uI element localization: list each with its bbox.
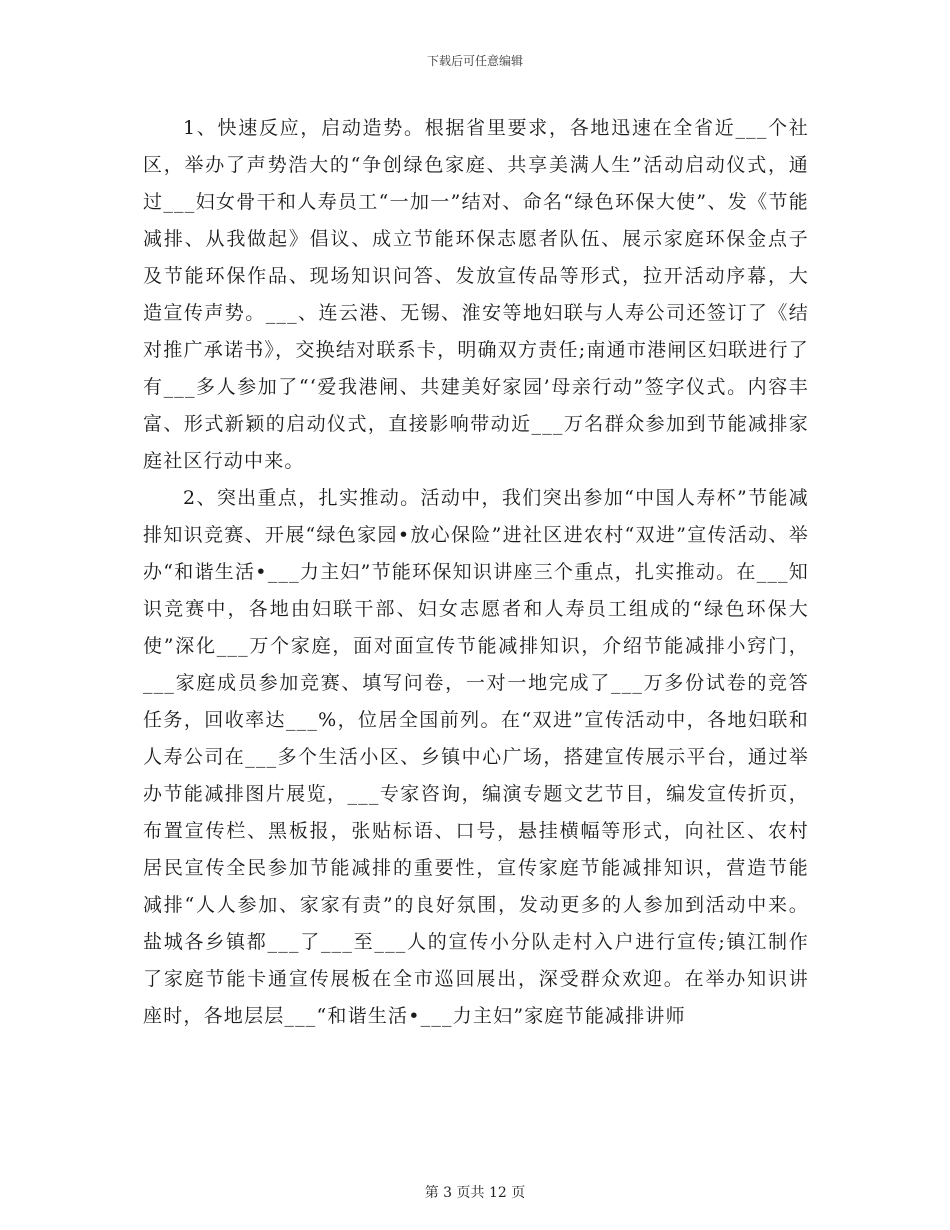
document-body — [143, 110, 809, 1035]
paragraph-2: 2、突出重点，扎实推动。活动中，我们突出参加“中国人寿杯”节能减排知识竞赛、开展“绿色家园•放心保险”进社区进农村“双进”宣传活动、举办“和谐生活•___力主妇”节能环保知识讲座三个重点，扎实推动。在___知识竞赛中，各地由妇联干部、妇女志愿者和人寿员工组成的“绿色环保大使”深化___万个家庭，面对面宣传节能减排知识，介绍节能减排小窍门，___家庭成员参加竞赛、填写问卷，一对一地完成了___万多份试卷的竞答任务，回收率达___%，位居全国前列。在“双进”宣传活动中，各地妇联和人寿公司在___多个生活小区、乡镇中心广场，搭建宣传展示平台，通过举办节能减排图片展览，___专家咨询，编演专题文艺节目，编发宣传折页，布置宣传栏、黑板报，张贴标语、口号，悬挂横幅等形式，向社区、农村居民宣传全民参加节能减排的重要性，宣传家庭节能减排知识，营造节能减排“人人参加、家家有责”的良好氛围，发动更多的人参加到活动中来。盐城各乡镇都___了___至___人的宣传小分队走村入户进行宣传;镇江制作了家庭节能卡通宣传展板在全市巡回展出，深受群众欢迎。在举办知识讲座时，各地层层___“和谐生活•___力主妇”家庭节能减排讲师 — [143, 487, 809, 1027]
page-header-note: 下载后可任意编辑 — [426, 54, 523, 68]
page-number: 第 3 页共 12 页 — [424, 1185, 526, 1201]
paragraph-1: 1、快速反应，启动造势。根据省里要求，各地迅速在全省近___个社区，举办了声势浩大的“争创绿色家庭、共享美满人生”活动启动仪式，通过___妇女骨干和人寿员工“一加一”结对、命名“绿色环保大使”、发《节能减排、从我做起》倡议、成立节能环保志愿者队伍、展示家庭环保金点子及节能环保作品、现场知识问答、发放宣传品等形式，拉开活动序幕，大造宣传声势。___、连云港、无锡、淮安等地妇联与人寿公司还签订了《结对推广承诺书》，交换结对联系卡，明确双方责任;南通市港闸区妇联进行了有___多人参加了“‘爱我港闸、共建美好家园’母亲行动”签字仪式。内容丰富、形式新颖的启动仪式，直接影响带动近___万名群众参加到节能减排家庭社区行动中来。 — [143, 117, 809, 472]
